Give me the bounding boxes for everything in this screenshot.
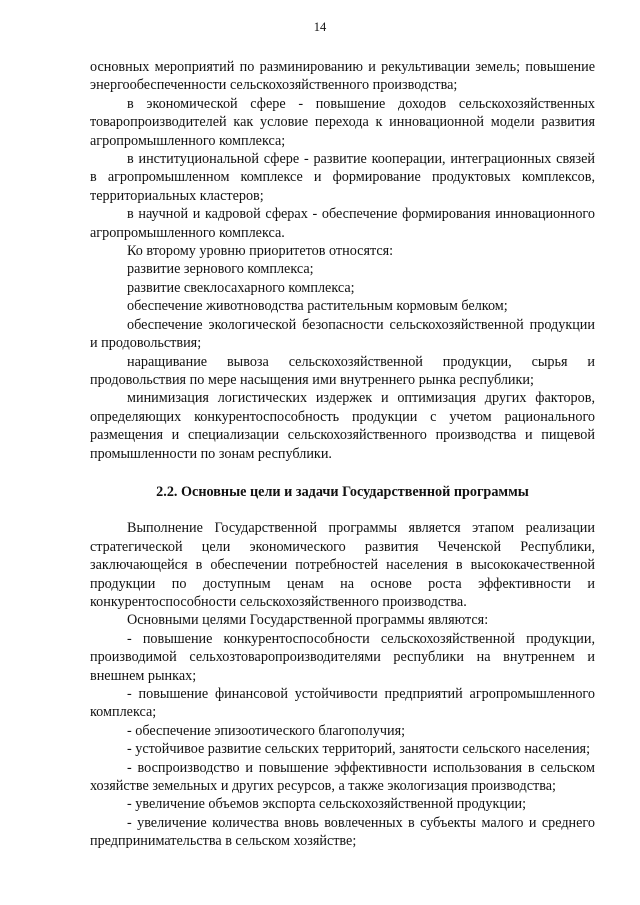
paragraph: обеспечение животноводства растительным кормовым белком;: [127, 298, 508, 315]
paragraph: - увеличение количества вновь вовлеченных в субъекты малого и среднего предпринимательства в сельском хозяйстве;: [90, 814, 595, 850]
paragraph: развитие зернового комплекса;: [127, 261, 314, 278]
paragraph: Ко второму уровню приоритетов относятся:: [127, 243, 394, 260]
paragraph: развитие свеклосахарного комплекса;: [127, 279, 355, 296]
paragraph: в институциональной сфере - развитие кооперации, интеграционных связей в агропромышленном комплексе и формирование продуктовых комплексов, территориальных кластеров;: [90, 151, 595, 204]
paragraph: Выполнение Государственной программы является этапом реализации стратегической цели экономического развития Чеченской Республики, заключающейся в обеспечении потребностей населения в высококачественной продукции по доступным ценам на основе роста эффективности и конкурентоспособности сельскохозяйственного производства.: [90, 520, 595, 610]
paragraph: основных мероприятий по разминированию и рекультивации земель; повышение энергообеспеченности сельскохозяйственного производства;: [90, 59, 595, 94]
paragraph: минимизация логистических издержек и оптимизация других факторов, определяющих конкурентоспособность продукции с учетом рационального размещения и специализации сельскохозяйственного производства и пищевой промышленности по зонам республики.: [90, 390, 595, 462]
paragraph: - обеспечение эпизоотического благополучия;: [127, 722, 406, 739]
paragraph: Основными целями Государственной программы являются:: [127, 612, 489, 629]
paragraph: - повышение финансовой устойчивости предприятий агропромышленного комплекса;: [90, 686, 595, 721]
paragraph: - устойчивое развитие сельских территорий, занятости сельского населения;: [127, 741, 591, 758]
page-number: 14: [313, 20, 327, 34]
paragraphs-before: [90, 58, 595, 463]
paragraph: - воспроизводство и повышение эффективности использования в сельском хозяйстве земельных и других ресурсов, а также экологизация производства;: [90, 759, 595, 795]
document-body: [90, 58, 595, 851]
paragraph: - повышение конкурентоспособности сельскохозяйственной продукции, производимой сельхозтоваропроизводителями республики на внутреннем и внешнем рынках;: [90, 630, 595, 684]
paragraph: в научной и кадровой сферах - обеспечение формирования инновационного агропромышленного комплекса.: [90, 206, 595, 241]
paragraph: в экономической сфере - повышение доходов сельскохозяйственных товаропроизводителей как условие перехода к инновационной модели развития агропромышленного комплекса;: [90, 95, 595, 149]
paragraph: обеспечение экологической безопасности сельскохозяйственной продукции и продовольствия;: [90, 316, 595, 352]
paragraphs-after: [90, 519, 595, 850]
paragraph: - увеличение объемов экспорта сельскохозяйственной продукции;: [127, 796, 527, 813]
section-title: 2.2. Основные цели и задачи Государственной программы: [156, 483, 529, 500]
paragraph: наращивание вывоза сельскохозяйственной продукции, сырья и продовольствия по мере насыщения ими внутреннего рынка республики;: [90, 353, 595, 388]
